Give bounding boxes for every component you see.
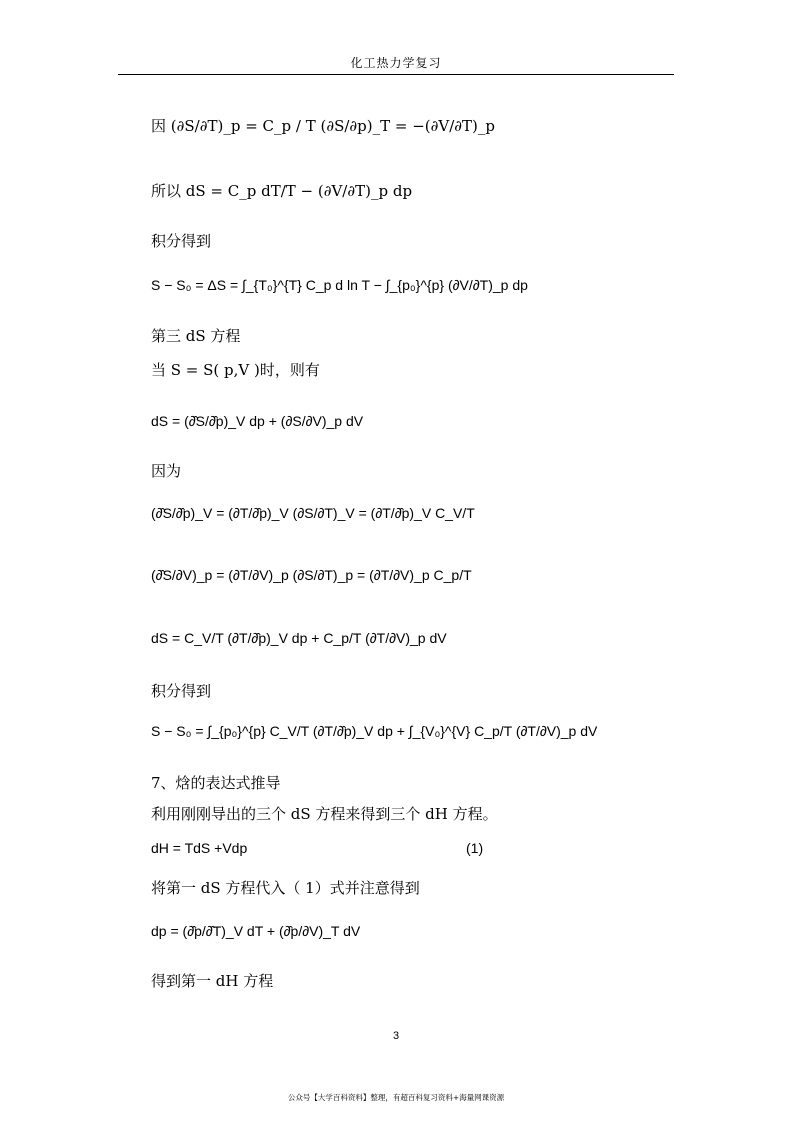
line-19: 得到第一 dH 方程 [151,972,274,990]
line-6: 当 S = S( p,V )时，则有 [151,361,320,379]
line-15: 利用刚刚导出的三个 dS 方程来得到三个 dH 方程。 [151,805,498,823]
line-13-equation: S − S₀ = ∫_{p₀}^{p} C_V/T (∂T/∂̂p)_V dp + ∫_{V₀}^{V} C_p/T (∂T/∂V)_p dV [151,723,598,739]
line-10-equation: (∂̂S/∂V)_p = (∂T/∂V)_p (∂S/∂T)_p = (∂T/∂V)_p C_p/T [151,567,472,583]
line-18-equation: dp = (∂̂p/∂̂T)_V dT + (∂̂p/∂V)_T dV [151,923,361,939]
line-7-equation: dS = (∂̂S/∂̂p)_V dp + (∂S/∂V)_p dV [151,413,364,429]
line-16-equation: dH = TdS +Vdp [151,840,248,856]
line-8: 因为 [151,462,182,480]
line-12: 积分得到 [151,682,212,700]
line-5: 第三 dS 方程 [151,327,241,345]
line-17: 将第一 dS 方程代入（ 1）式并注意得到 [151,879,420,897]
line-2: 所以 dS = C_p dT/T − (∂V/∂T)_p dp [151,182,413,200]
page-number: 3 [392,1030,400,1042]
line-1: 因 (∂S/∂T)_p = C_p / T (∂S/∂p)_T = −(∂V/∂T)_p [151,117,496,135]
line-14: 7、焓的表达式推导 [151,774,281,792]
line-3: 积分得到 [151,232,212,250]
line-4-equation: S − S₀ = ΔS = ∫_{T₀}^{T} C_p d ln T − ∫_{p₀}^{p} (∂V/∂T)_p dp [151,277,528,293]
line-9-equation: (∂̂S/∂̂p)_V = (∂T/∂̂p)_V (∂S/∂T)_V = (∂T/∂̂p)_V C_V/T [151,505,475,521]
equation-number: (1) [466,840,484,856]
header-rule [118,74,674,75]
line-11-equation: dS = C_V/T (∂T/∂̂p)_V dp + C_p/T (∂T/∂V)_p dV [151,630,447,646]
page-header: 化工热力学复习 [350,56,442,70]
page-footer: 公众号【大学百科资料】整理，有超百科复习资料+海量网课资源 [287,1093,505,1102]
